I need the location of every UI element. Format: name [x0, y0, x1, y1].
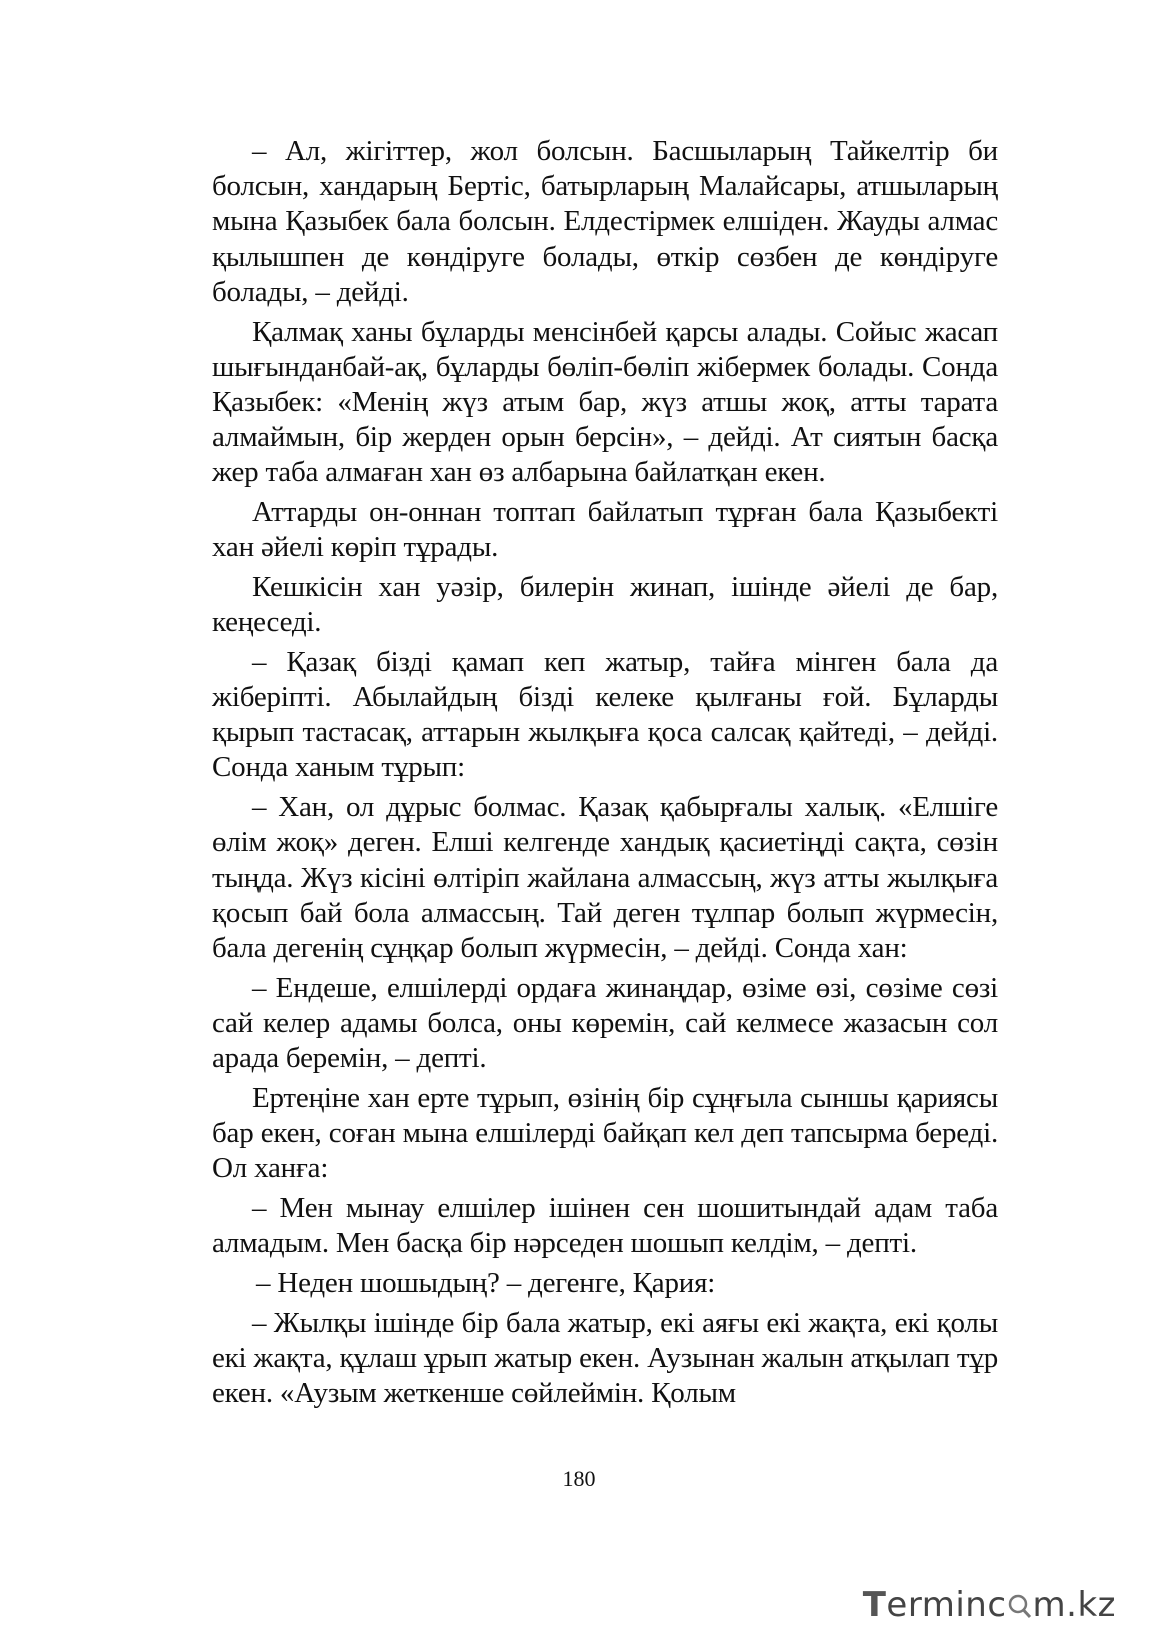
page-number: 180: [562, 1466, 596, 1491]
paragraph: – Қазақ бізді қамап кеп жатыр, тайға мінген бала да жіберіпті. Абылайдың бізді келеке қылғаны ғой. Бұларды қырып тастасақ, аттарын жылқыға қоса салсақ қайтеді, – дейді. Сонда ханым тұрып:: [212, 645, 998, 784]
paragraph: Кешкісін хан уәзір, билерін жинап, ішінде әйелі де бар, кеңеседі.: [212, 570, 998, 639]
paragraph: – Ал, жігіттер, жол болсын. Басшыларың Тайкелтір би болсын, хандарың Бертіс, батырларың Малайсары, атшыларың мына Қазыбек бала болсын. Елдестірмек елшіден. Жауды алмас қылышпен де көндіруге болады, өткір сөзбен де көндіруге болады, – дейді.: [212, 135, 998, 308]
paragraph: – Жылқы ішінде бір бала жатыр, екі аяғы екі жақта, екі қолы екі жақта, құлаш ұрып жатыр екен. Аузынан жалын атқылап тұр екен. «Аузым жеткенше сөйлеймін. Қолым: [212, 1306, 998, 1409]
paragraph: Аттарды он-оннан топтап байлатып тұрған бала Қазыбекті хан әйелі көріп тұрады.: [212, 496, 998, 564]
paragraph: Қалмақ ханы бұларды менсінбей қарсы алады. Сойыс жасап шығынданбай-ақ, бұларды бөліп-бөліп жібермек болады. Сонда Қазыбек: «Менің жүз атым бар, жүз атшы жоқ, атты тарата алмаймын, бір жерден орын берсін», – дейді. Ат сиятын басқа жер таба алмаған хан өз албарына байлатқан екен.: [212, 315, 998, 489]
paragraph: – Хан, ол дұрыс болмас. Қазақ қабырғалы халық. «Елшіге өлім жоқ» деген. Елші келгенде хандық қасиетіңді сақта, сөзін тыңда. Жүз кісіні өлтіріп жайлана алмассың, жүз атты жылқыға қосып бай бола алмассың. Тай деген тұлпар болып жүрмесін, бала дегенің сұңқар болып жүрмесін, – дейді. Сонда хан:: [212, 791, 998, 964]
watermark-prefix: T: [862, 1585, 887, 1625]
paragraph: – Ендеше, елшілерді ордаға жинаңдар, өзіме өзі, сөзіме сөзі сай келер адамы болса, оны көремін, сай келмесе жазасын сол арада беремін, – депті.: [212, 971, 998, 1075]
paragraph: Ертеңіне хан ерте тұрып, өзінің бір сұңғыла сыншы қариясы бар екен, соған мына елшілерді байқап кел деп тапсырма береді. Ол ханға:: [212, 1081, 998, 1185]
paragraph: – Мен мынау елшілер ішінен сен шошитындай адам таба алмадым. Мен басқа бір нәрседен шошып келдім, – депті.: [212, 1191, 998, 1260]
magnifier-o-icon: [1007, 1591, 1033, 1619]
page-body-text: [212, 134, 998, 1416]
watermark-logo: [863, 1585, 1116, 1625]
watermark-suffix: m.kz: [1032, 1585, 1116, 1625]
watermark-text: erminc: [886, 1585, 1007, 1625]
paragraph: – Неден шошыдың? – дегенге, Қария:: [256, 1266, 716, 1299]
